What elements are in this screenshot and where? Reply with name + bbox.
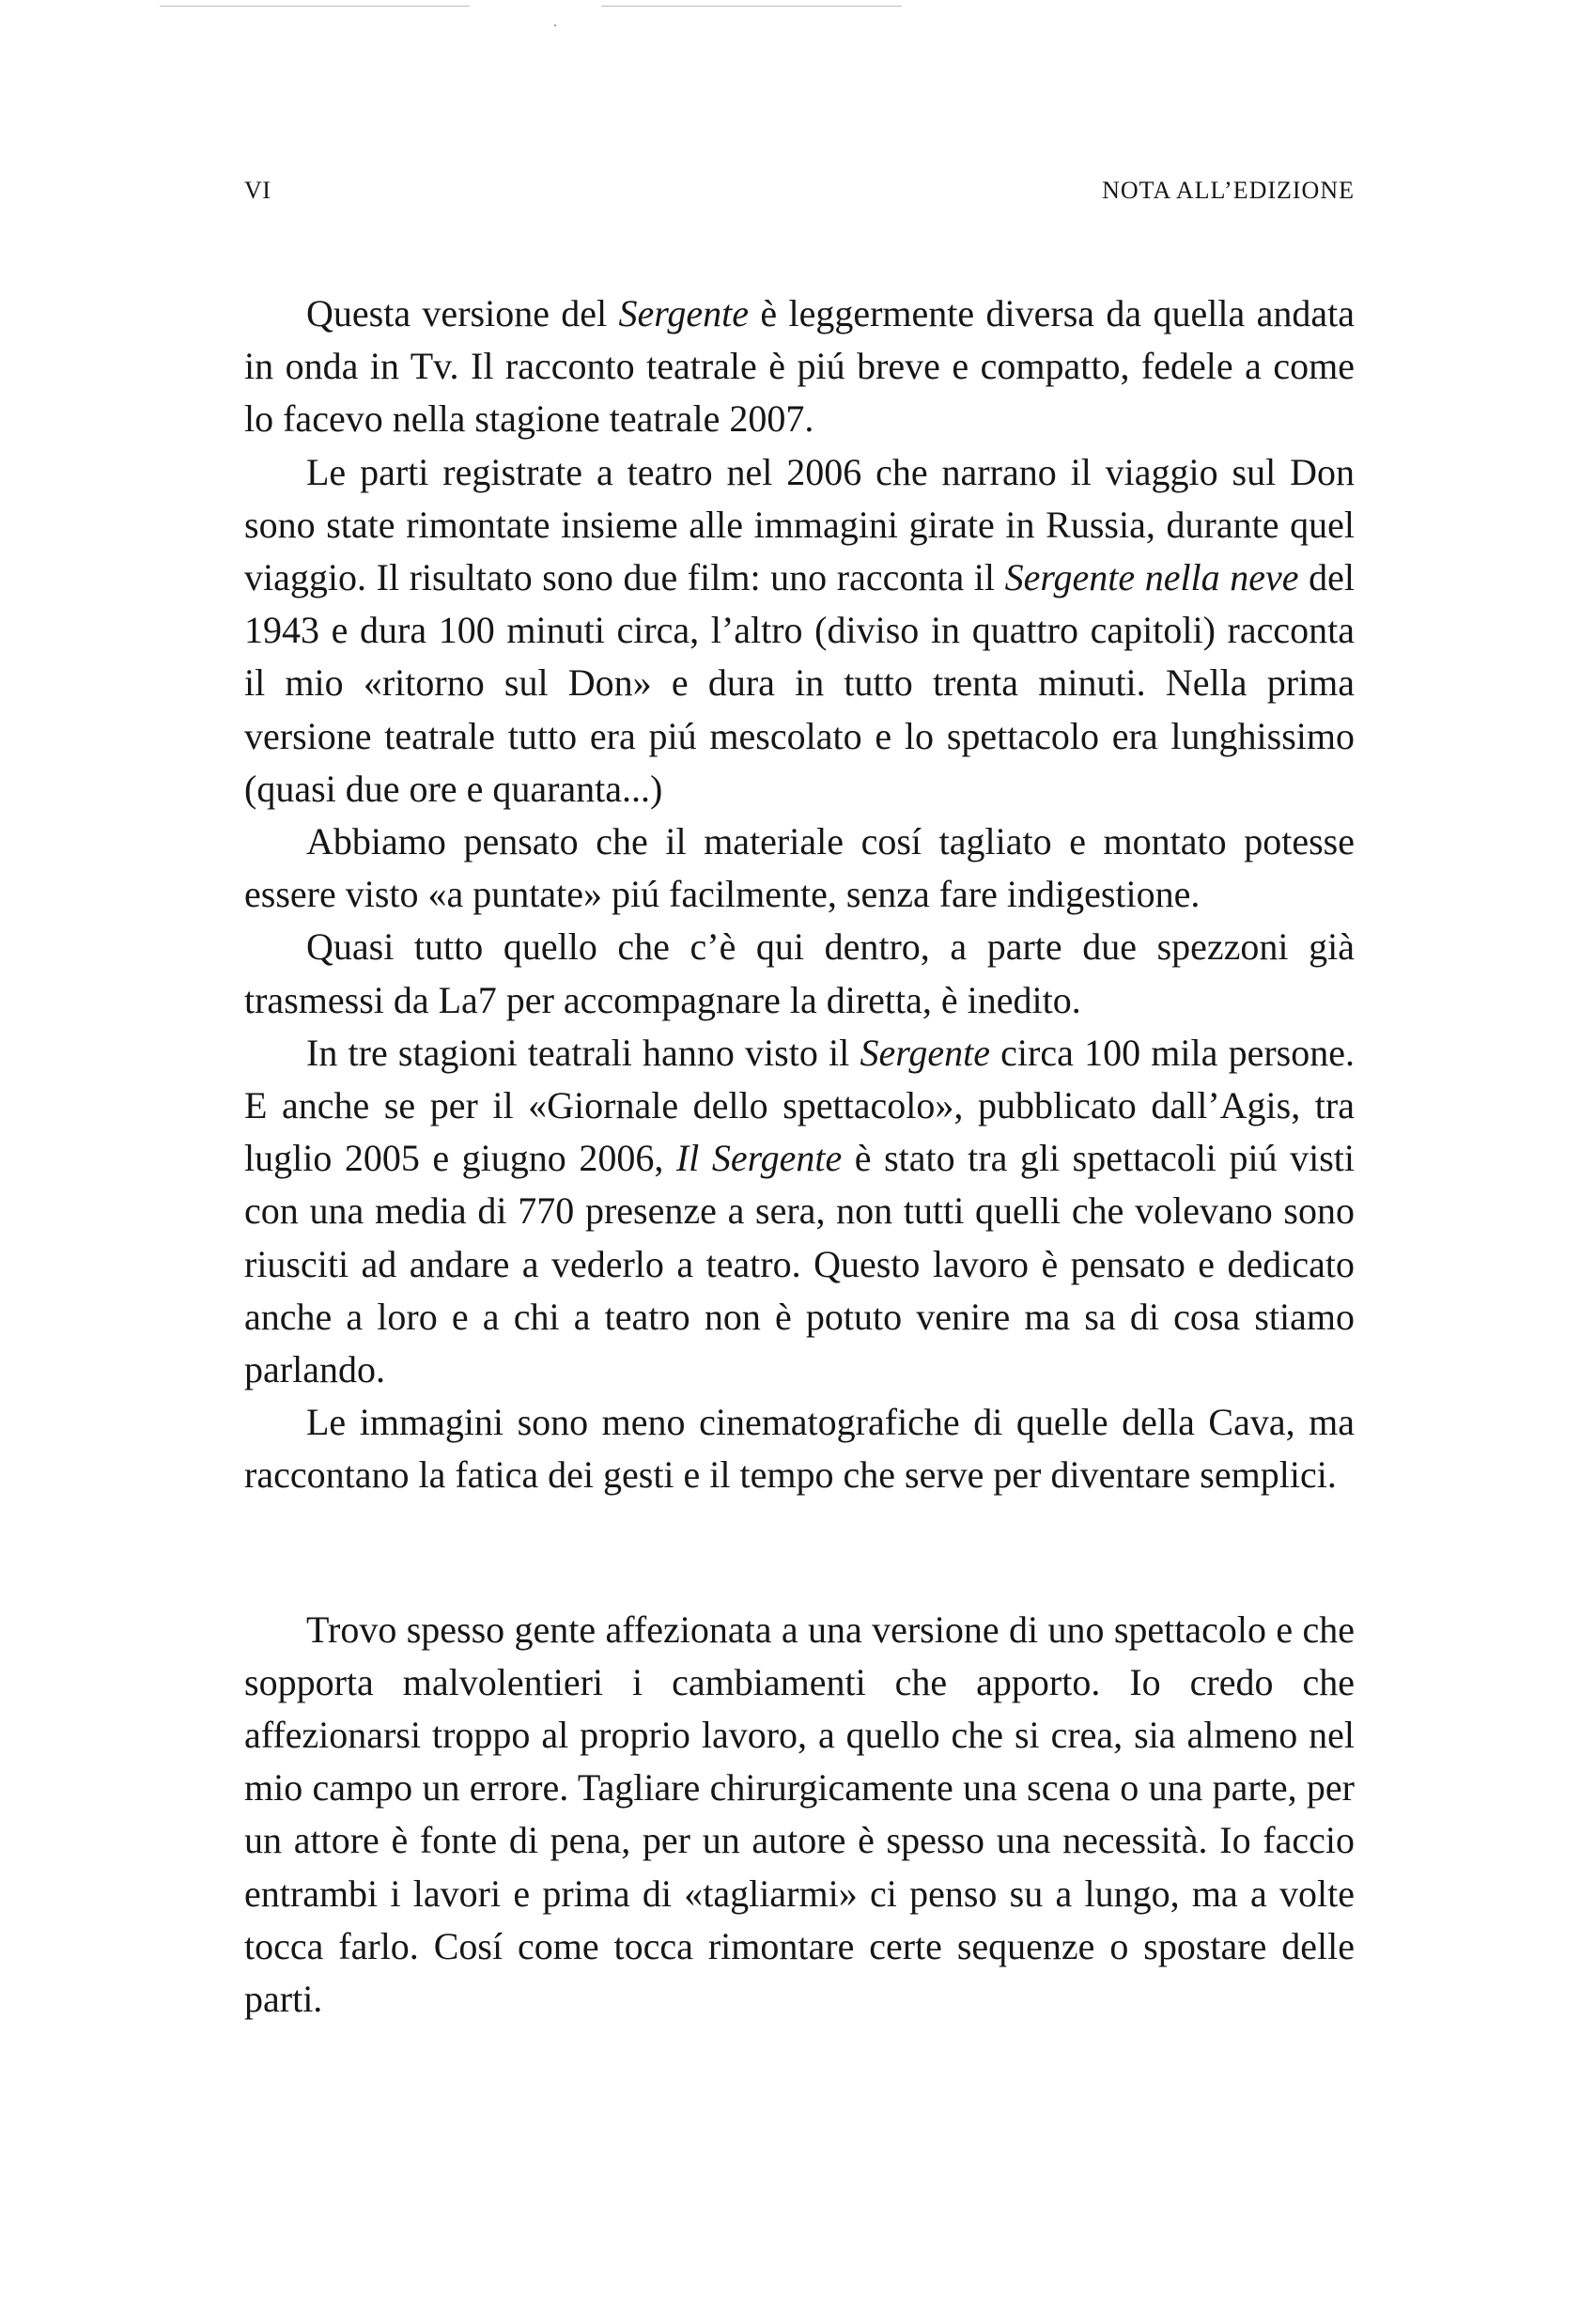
paragraph <box>244 287 1355 446</box>
italic-title: Sergente <box>860 1031 990 1074</box>
text-run: del 1943 e dura 100 minuti circa, l’altro (diviso in quattro capitoli) racconta il mio «ritorno sul Don» e dura in tutto trenta minuti. Nella prima versione teatrale tutto era piú mescolato e lo spettacolo era lunghissimo (quasi due ore e quaranta...) <box>244 556 1355 810</box>
italic-title: Sergente nella neve <box>1004 556 1299 599</box>
text-run: In tre stagioni teatrali hanno visto il <box>306 1031 860 1074</box>
text-run: Le immagini sono meno cinematografiche di quelle della Cava, ma raccontano la fatica dei gesti e il tempo che serve per diventare semplici. <box>244 1401 1355 1497</box>
text-run: Questa versione del <box>306 292 619 334</box>
text-run: Abbiamo pensato che il materiale cosí tagliato e montato potesse essere visto «a puntate» piú facilmente, senza fare indigestione. <box>244 820 1355 916</box>
text-run: Trovo spesso gente affezionata a una versione di uno spettacolo e che sopporta malvolentieri i cambiamenti che apporto. Io credo che affezionarsi troppo al proprio lavoro, a quello che si crea, sia almeno nel mio campo un errore. Tagliare chirurgicamente una scena o una parte, per un attore è fonte di pena, per un autore è spesso una necessità. Io faccio entrambi i lavori e prima di «tagliarmi» ci penso su a lungo, ma a volte tocca farlo. Cosí come tocca rimontare certe sequenze o spostare delle parti. <box>244 1608 1355 2021</box>
paragraph <box>244 1396 1355 1501</box>
scan-artifact-line <box>601 6 902 7</box>
paragraph <box>244 816 1355 921</box>
italic-title: Sergente <box>618 292 750 334</box>
text-run: è stato tra gli spettacoli piú visti con una media di 770 presenze a sera, non tutti quelli che volevano sono riusciti ad andare a vederlo a teatro. Questo lavoro è pensato e dedicato anche a loro e a chi a teatro non è potuto venire ma sa di cosa stiamo parlando. <box>244 1137 1355 1391</box>
text-run: Quasi tutto quello che c’è qui dentro, a parte due spezzoni già trasmessi da La7 per accompagnare la diretta, è inedito. <box>244 925 1355 1021</box>
text-run: è leggermente diversa da quella andata in onda in Tv. Il racconto teatrale è piú breve e compatto, fedele a come lo facevo nella stagione teatrale 2007. <box>244 292 1355 441</box>
paragraph <box>244 1027 1355 1396</box>
body-text <box>244 287 1355 2026</box>
text-run: circa 100 mila persone. E anche se per il «Giornale dello spettacolo», pubblicato dall’Agis, tra luglio 2005 e giugno 2006, <box>244 1031 1355 1180</box>
page-number: VI <box>244 177 271 204</box>
italic-title: Il Sergente <box>675 1137 843 1180</box>
running-head <box>244 177 1355 214</box>
scan-artifact-dot <box>554 24 556 26</box>
text-run: Le parti registrate a teatro nel 2006 che narrano il viaggio sul Don sono state rimontate insieme alle immagini girate in Russia, durante quel viaggio. Il risultato sono due film: uno racconta il <box>244 450 1355 599</box>
paragraph <box>244 1604 1355 2027</box>
running-title: NOTA ALL’EDIZIONE <box>1102 177 1355 204</box>
scan-artifact-line <box>160 6 470 7</box>
paragraph <box>244 921 1355 1026</box>
paragraph <box>244 446 1355 816</box>
